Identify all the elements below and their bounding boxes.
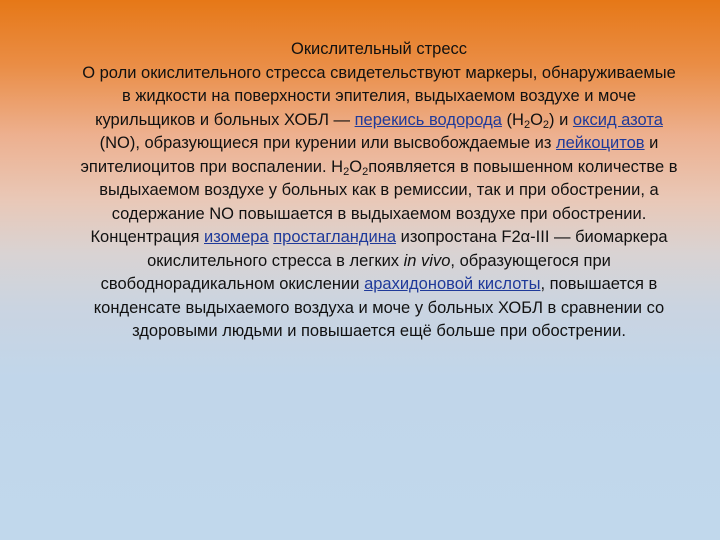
p2-rest: , повышается в конденсате выдыхаемого воздуха и моче у больных ХОБЛ в сравнении со здоровыми людьми и повышается ещё больше при обострении.: [93, 275, 665, 340]
subscript: 2: [542, 118, 550, 131]
subscript: 2: [523, 118, 531, 131]
p1-intro: О роли окислительного стресса свидетельствуют маркеры, обнаруживаемые в жидкости на поверхности эпителия, выдыхаемом воздухе и моче курильщиков и больных ХОБЛ —: [82, 63, 676, 129]
link-hydrogen-peroxide[interactable]: перекись водорода: [354, 110, 502, 129]
in-vivo-text: in vivo: [403, 251, 451, 270]
formula-open: (Н: [501, 110, 524, 129]
link-isomer[interactable]: изомера: [204, 228, 269, 246]
p2-intro: Концентрация: [90, 228, 204, 246]
paragraph-2: [78, 226, 680, 344]
slide-title: Окислительный стресс: [290, 40, 468, 58]
subscript: 2: [343, 165, 350, 178]
p1-after-leuko: и эпителиоцитов при воспалении. Н: [80, 134, 659, 176]
slide-content: [78, 38, 680, 344]
link-arachidonic-acid[interactable]: арахидоновой кислоты: [364, 275, 541, 293]
link-leukocytes[interactable]: лейкоцитов: [555, 134, 645, 152]
link-prostaglandin[interactable]: простагландина: [273, 228, 397, 246]
p2-mid1: изопростана F2α-III — биомаркера окислительного стресса в легких: [147, 228, 668, 270]
subscript: 2: [362, 165, 369, 178]
formula-o: О: [349, 157, 363, 176]
p1-after-no: (NO), образующиеся при курении или высвобождаемые из: [99, 134, 556, 152]
p2-mid2: , образующегося при свободнорадикальном окислении: [100, 251, 611, 293]
formula-close: ) и: [549, 110, 573, 129]
p1-rest: появляется в повышенном количестве в выдыхаемом воздухе у больных как в ремиссии, так и при обострении, а содержание NO повышается в выдыхаемом воздухе при обострении.: [99, 157, 678, 223]
formula-o: О: [530, 110, 543, 129]
paragraph-1: [78, 62, 680, 227]
link-nitric-oxide[interactable]: оксид азота: [572, 110, 663, 129]
